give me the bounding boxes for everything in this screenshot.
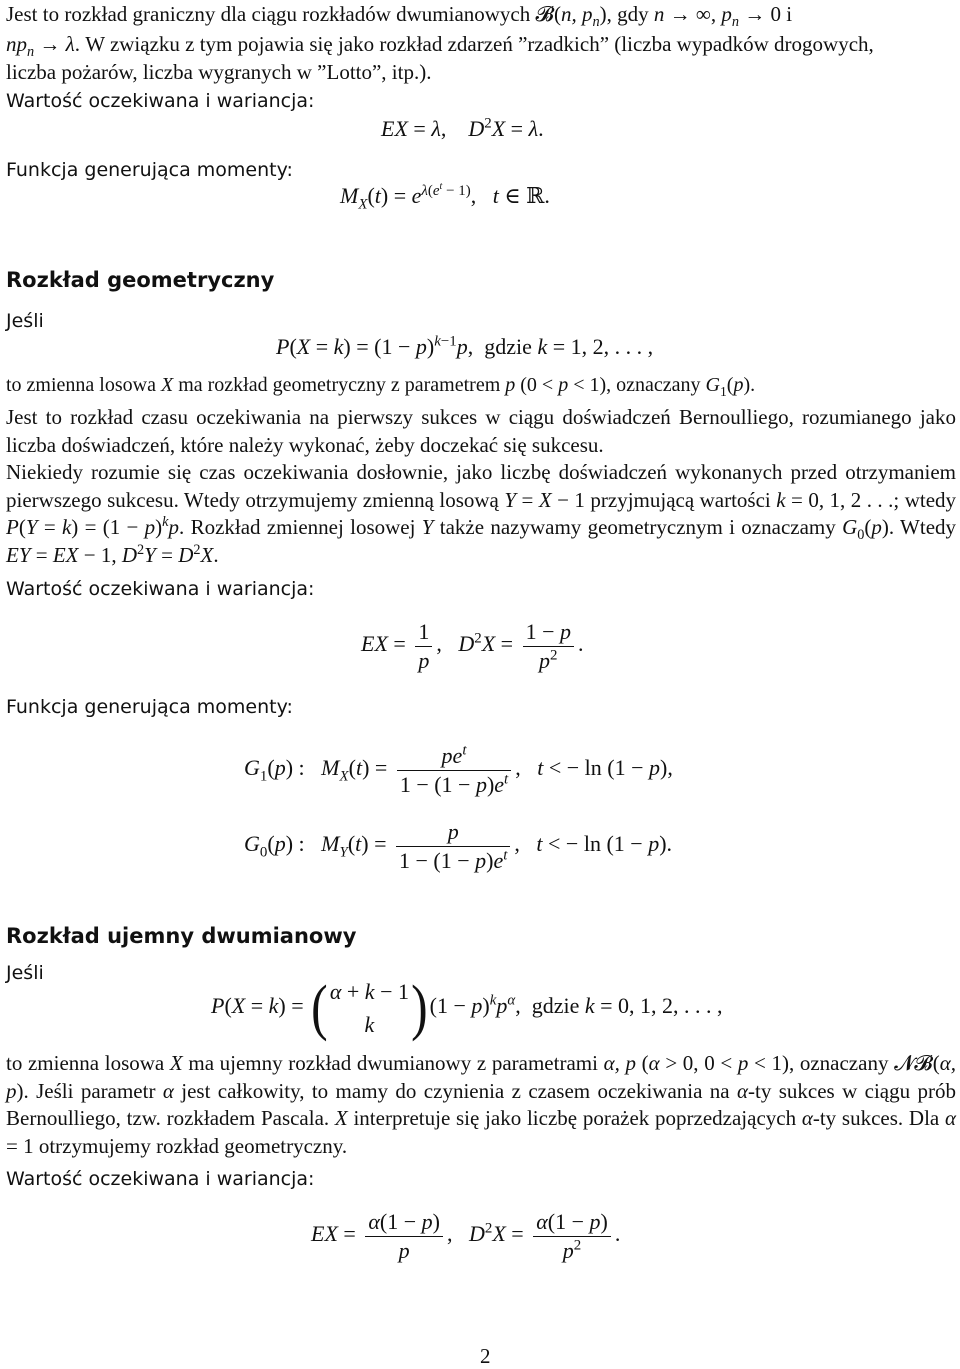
- negbin-mean-formula: EX = $\frac{\alpha(1 - p)}{p}$ , $D^2X$ = $\frac{\alpha(1 - p)}{p^2}$ .: [311, 1209, 621, 1263]
- geometric-mean-formula: EX = $\frac{1}{p}$ , $D^2X$ = $\frac{1 - p}{p^2}$ .: [361, 619, 584, 673]
- intro-line-3: liczba pożarów, liczba wygranych w ”Lotto”, itp.).: [6, 60, 432, 84]
- geometric-definition: to zmienna losowa X ma rozkład geometryczny z parametrem p (0 < p < 1), oznaczany $G_1(p)$.: [6, 374, 756, 399]
- intro-line-2: $np_n \to \lambda$. W związku z tym pojawia się jako rozkład zdarzeń ”rzadkich” (liczba wypadków drogowych,: [6, 32, 874, 61]
- geometric-pmf: $P(X = k) = (1 - p)^{k-1}p$, gdzie k = 1, 2, . . . ,: [276, 333, 654, 359]
- page-number: 2: [480, 1344, 491, 1368]
- intro-line-1: Jest to rozkład graniczny dla ciągu rozkładów dwumianowych 𝓑(n, $p_n$), gdy n → ∞, $p_n \to 0$ i: [6, 2, 793, 31]
- negbin-mean-label: Wartość oczekiwana i wariancja:: [6, 1168, 315, 1190]
- poisson-mean-label: Wartość oczekiwana i wariancja:: [6, 90, 315, 112]
- geometric-paragraph-3: Niekiedy rozumie się czas oczekiwania dosłownie, jako liczbę doświadczeń wykonanych przed otrzymaniem pierwszego sukcesu. Wtedy otrzymujemy zmienną losową Y = X − 1 przyjmującą wartości k = 0, 1, 2 . . .; wtedy $P(Y = k) = (1 - p)^kp$. Rozkład zmiennej losowej Y także nazywamy geometrycznym i oznaczamy $G_0(p)$. Wtedy EY = EX − 1, $D^2Y = D^2X$.: [6, 460, 957, 567]
- geometric-heading: Rozkład geometryczny: [6, 268, 275, 292]
- geometric-mgf-g0: $G_0(p)$ : $M_Y(t)$ = $\frac{p}{1 - (1 - p)e^t}$ , t < − ln (1 − p).: [244, 819, 673, 873]
- geometric-mgf-g1: $G_1(p)$ : $M_X(t)$ = $\frac{pe^t}{1 - (1 - p)e^t}$ , t < − ln (1 − p),: [244, 742, 673, 797]
- geometric-mgf-label: Funkcja generująca momenty:: [6, 696, 293, 718]
- negbin-if-label: Jeśli: [6, 962, 44, 984]
- poisson-mgf-label: Funkcja generująca momenty:: [6, 159, 293, 181]
- geometric-paragraph-2: Jest to rozkład czasu oczekiwania na pierwszy sukces w ciągu doświadczeń Bernoulliego, rozumianego jako liczba doświadczeń, które należy wykonać, żeby doczekać się sukcesu.: [6, 405, 956, 457]
- poisson-mgf-formula: $M_X(t) = e^{\lambda(e^t - 1)}$, t ∈ ℝ.: [340, 180, 550, 213]
- negbin-pmf: P(X = k) = ( α + k − 1 k ) $(1 - p)^kp^\alpha$, gdzie k = 0, 1, 2, . . . ,: [211, 974, 723, 1042]
- geometric-if-label: Jeśli: [6, 310, 44, 332]
- negbin-paragraph: to zmienna losowa X ma ujemny rozkład dwumianowy z parametrami α, p (α > 0, 0 < p < 1), oznaczany 𝓝𝓑(α, p). Jeśli parametr α jest całkowity, to mamy do czynienia z czasem oczekiwania na α-ty sukces w ciągu prób Bernoulliego, tzw. rozkładem Pascala. X interpretuje się jako liczbę porażek poprzedzających α-ty sukces. Dla α = 1 otrzymujemy rozkład geometryczny.: [6, 1051, 956, 1158]
- geometric-mean-label: Wartość oczekiwana i wariancja:: [6, 578, 315, 600]
- poisson-mean-formula: EX = λ, $D^2X = \lambda$.: [381, 115, 544, 141]
- negbin-heading: Rozkład ujemny dwumianowy: [6, 924, 357, 948]
